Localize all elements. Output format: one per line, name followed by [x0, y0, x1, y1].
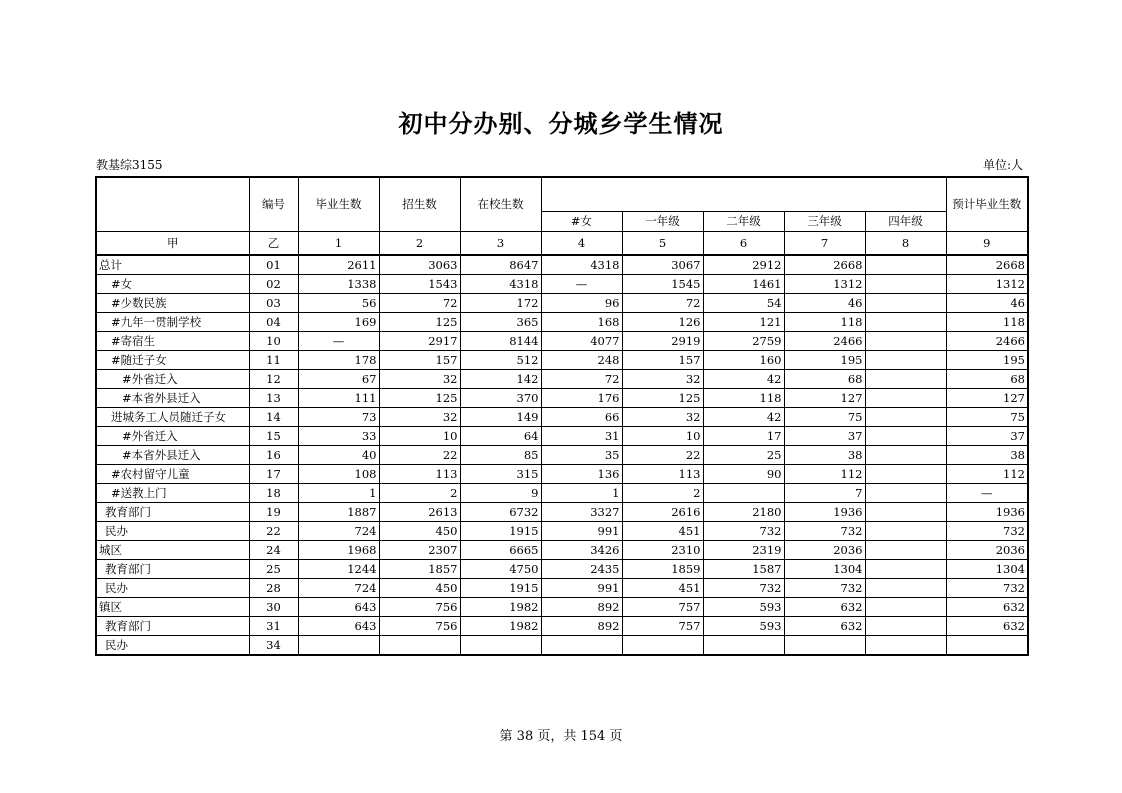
value-cell: 125: [379, 389, 460, 408]
value-cell: 1543: [379, 275, 460, 294]
value-cell: 632: [784, 617, 865, 636]
value-cell: 732: [784, 579, 865, 598]
value-cell: 593: [703, 598, 784, 617]
value-cell: —: [298, 332, 379, 351]
table-row: [96, 294, 1028, 313]
value-cell: 1: [298, 484, 379, 503]
value-cell: 157: [379, 351, 460, 370]
value-cell: 149: [460, 408, 541, 427]
value-cell: 136: [541, 465, 622, 484]
value-cell: 6665: [460, 541, 541, 560]
table-row: [96, 560, 1028, 579]
value-cell: 6732: [460, 503, 541, 522]
value-cell: 643: [298, 617, 379, 636]
value-cell: 365: [460, 313, 541, 332]
row-label: #女: [96, 275, 249, 294]
value-cell: [865, 294, 946, 313]
value-cell: 2435: [541, 560, 622, 579]
value-cell: [865, 484, 946, 503]
value-cell: 724: [298, 522, 379, 541]
value-cell: 1338: [298, 275, 379, 294]
value-cell: 2180: [703, 503, 784, 522]
value-cell: 172: [460, 294, 541, 313]
value-cell: [298, 636, 379, 656]
table-row: [96, 541, 1028, 560]
value-cell: 732: [946, 522, 1028, 541]
value-cell: 126: [622, 313, 703, 332]
value-cell: 1936: [784, 503, 865, 522]
row-label: 进城务工人员随迁子女: [96, 408, 249, 427]
value-cell: 32: [622, 408, 703, 427]
value-cell: 90: [703, 465, 784, 484]
value-cell: 1915: [460, 579, 541, 598]
value-cell: 85: [460, 446, 541, 465]
row-code: 03: [249, 294, 298, 313]
row-code: 01: [249, 255, 298, 275]
value-cell: 46: [784, 294, 865, 313]
value-cell: 22: [379, 446, 460, 465]
value-cell: 40: [298, 446, 379, 465]
index-cell: 3: [460, 231, 541, 255]
value-cell: 451: [622, 579, 703, 598]
value-cell: [865, 389, 946, 408]
row-label: #农村留守儿童: [96, 465, 249, 484]
value-cell: 113: [622, 465, 703, 484]
table-row: [96, 332, 1028, 351]
value-cell: [946, 636, 1028, 656]
header-grade-group: [541, 177, 946, 211]
row-code: 31: [249, 617, 298, 636]
value-cell: 178: [298, 351, 379, 370]
value-cell: 732: [703, 579, 784, 598]
row-code: 16: [249, 446, 298, 465]
value-cell: 2917: [379, 332, 460, 351]
value-cell: 991: [541, 522, 622, 541]
value-cell: 3426: [541, 541, 622, 560]
value-cell: 121: [703, 313, 784, 332]
row-label: 教育部门: [96, 617, 249, 636]
header-female: #女: [541, 211, 622, 231]
value-cell: [379, 636, 460, 656]
index-cell: 4: [541, 231, 622, 255]
value-cell: 2466: [784, 332, 865, 351]
index-cell: 甲: [96, 231, 249, 255]
value-cell: 2036: [784, 541, 865, 560]
value-cell: 75: [784, 408, 865, 427]
value-cell: 991: [541, 579, 622, 598]
value-cell: 8144: [460, 332, 541, 351]
row-label: #本省外县迁入: [96, 389, 249, 408]
value-cell: [865, 313, 946, 332]
value-cell: 1982: [460, 598, 541, 617]
table-row: [96, 275, 1028, 294]
value-cell: 450: [379, 522, 460, 541]
value-cell: 2613: [379, 503, 460, 522]
table-row: [96, 522, 1028, 541]
value-cell: 67: [298, 370, 379, 389]
value-cell: [865, 275, 946, 294]
value-cell: 315: [460, 465, 541, 484]
value-cell: 2310: [622, 541, 703, 560]
row-label: #少数民族: [96, 294, 249, 313]
value-cell: 2036: [946, 541, 1028, 560]
value-cell: 3327: [541, 503, 622, 522]
value-cell: 4318: [541, 255, 622, 275]
index-cell: 2: [379, 231, 460, 255]
header-graduates: 毕业生数: [298, 177, 379, 231]
value-cell: 1312: [784, 275, 865, 294]
value-cell: [622, 636, 703, 656]
value-cell: [703, 636, 784, 656]
row-code: 34: [249, 636, 298, 656]
table-row: [96, 503, 1028, 522]
value-cell: 32: [622, 370, 703, 389]
value-cell: 118: [946, 313, 1028, 332]
header-code: 编号: [249, 177, 298, 231]
value-cell: [784, 636, 865, 656]
header-grade1: 一年级: [622, 211, 703, 231]
value-cell: 757: [622, 598, 703, 617]
value-cell: 118: [784, 313, 865, 332]
row-label: 总计: [96, 255, 249, 275]
header-grade2: 二年级: [703, 211, 784, 231]
value-cell: 1545: [622, 275, 703, 294]
value-cell: 2466: [946, 332, 1028, 351]
value-cell: 4077: [541, 332, 622, 351]
value-cell: 2: [379, 484, 460, 503]
value-cell: 732: [703, 522, 784, 541]
row-label: #本省外县迁入: [96, 446, 249, 465]
value-cell: 512: [460, 351, 541, 370]
row-code: 12: [249, 370, 298, 389]
value-cell: 66: [541, 408, 622, 427]
value-cell: 176: [541, 389, 622, 408]
header-enrolled: 招生数: [379, 177, 460, 231]
value-cell: 370: [460, 389, 541, 408]
value-cell: [865, 617, 946, 636]
value-cell: 10: [379, 427, 460, 446]
value-cell: 248: [541, 351, 622, 370]
index-cell: 8: [865, 231, 946, 255]
value-cell: 756: [379, 598, 460, 617]
row-label: #送教上门: [96, 484, 249, 503]
value-cell: 73: [298, 408, 379, 427]
value-cell: [865, 370, 946, 389]
header-blank: [96, 177, 249, 231]
value-cell: [865, 427, 946, 446]
value-cell: 1244: [298, 560, 379, 579]
index-cell: 9: [946, 231, 1028, 255]
value-cell: 72: [622, 294, 703, 313]
value-cell: 1312: [946, 275, 1028, 294]
table-row: [96, 313, 1028, 332]
value-cell: 1587: [703, 560, 784, 579]
row-code: 10: [249, 332, 298, 351]
value-cell: 72: [379, 294, 460, 313]
table-row: [96, 465, 1028, 484]
value-cell: 160: [703, 351, 784, 370]
row-label: 镇区: [96, 598, 249, 617]
value-cell: 127: [946, 389, 1028, 408]
header-grade3: 三年级: [784, 211, 865, 231]
value-cell: 1859: [622, 560, 703, 579]
value-cell: 1857: [379, 560, 460, 579]
row-code: 04: [249, 313, 298, 332]
value-cell: [865, 579, 946, 598]
row-code: 18: [249, 484, 298, 503]
row-label: 民办: [96, 522, 249, 541]
row-label: 教育部门: [96, 560, 249, 579]
value-cell: 2611: [298, 255, 379, 275]
value-cell: —: [541, 275, 622, 294]
value-cell: 118: [703, 389, 784, 408]
value-cell: 1304: [784, 560, 865, 579]
value-cell: [865, 255, 946, 275]
value-cell: 732: [784, 522, 865, 541]
value-cell: [865, 408, 946, 427]
value-cell: [865, 446, 946, 465]
value-cell: 68: [946, 370, 1028, 389]
value-cell: [865, 560, 946, 579]
value-cell: 9: [460, 484, 541, 503]
table-row: [96, 255, 1028, 275]
value-cell: 157: [622, 351, 703, 370]
row-label: #外省迁入: [96, 370, 249, 389]
table-body: [96, 255, 1028, 655]
value-cell: 37: [784, 427, 865, 446]
value-cell: 68: [784, 370, 865, 389]
unit-label: 单位:人: [982, 158, 1023, 172]
value-cell: 1968: [298, 541, 379, 560]
table-row: [96, 427, 1028, 446]
row-code: 19: [249, 503, 298, 522]
form-code: 教基综3155: [96, 158, 163, 172]
row-label: 民办: [96, 636, 249, 656]
value-cell: 127: [784, 389, 865, 408]
value-cell: 450: [379, 579, 460, 598]
row-code: 24: [249, 541, 298, 560]
index-cell: 5: [622, 231, 703, 255]
value-cell: 112: [946, 465, 1028, 484]
value-cell: 17: [703, 427, 784, 446]
table-row: [96, 484, 1028, 503]
value-cell: 4750: [460, 560, 541, 579]
row-code: 13: [249, 389, 298, 408]
value-cell: 756: [379, 617, 460, 636]
value-cell: 142: [460, 370, 541, 389]
table-row: [96, 598, 1028, 617]
value-cell: 75: [946, 408, 1028, 427]
value-cell: 108: [298, 465, 379, 484]
row-code: 17: [249, 465, 298, 484]
value-cell: 42: [703, 408, 784, 427]
value-cell: 64: [460, 427, 541, 446]
value-cell: 169: [298, 313, 379, 332]
value-cell: 32: [379, 370, 460, 389]
value-cell: 32: [379, 408, 460, 427]
row-code: 22: [249, 522, 298, 541]
value-cell: 1915: [460, 522, 541, 541]
value-cell: 168: [541, 313, 622, 332]
value-cell: 451: [622, 522, 703, 541]
index-cell: 6: [703, 231, 784, 255]
value-cell: 54: [703, 294, 784, 313]
value-cell: 42: [703, 370, 784, 389]
table-row: [96, 636, 1028, 656]
value-cell: [541, 636, 622, 656]
table-row: [96, 389, 1028, 408]
value-cell: [865, 598, 946, 617]
row-code: 02: [249, 275, 298, 294]
value-cell: 125: [622, 389, 703, 408]
value-cell: 632: [784, 598, 865, 617]
value-cell: 56: [298, 294, 379, 313]
value-cell: 8647: [460, 255, 541, 275]
table-row: [96, 579, 1028, 598]
value-cell: [865, 636, 946, 656]
row-code: 28: [249, 579, 298, 598]
page-footer: 第 38 页，共 154 页: [499, 729, 623, 744]
value-cell: 593: [703, 617, 784, 636]
value-cell: 632: [946, 598, 1028, 617]
value-cell: 195: [784, 351, 865, 370]
statistics-table: [95, 176, 1029, 656]
value-cell: 892: [541, 617, 622, 636]
index-cell: 7: [784, 231, 865, 255]
header-grade4: 四年级: [865, 211, 946, 231]
value-cell: [865, 503, 946, 522]
row-code: 14: [249, 408, 298, 427]
value-cell: 2307: [379, 541, 460, 560]
value-cell: 724: [298, 579, 379, 598]
value-cell: [703, 484, 784, 503]
value-cell: 4318: [460, 275, 541, 294]
row-label: 城区: [96, 541, 249, 560]
value-cell: 1: [541, 484, 622, 503]
index-cell: 1: [298, 231, 379, 255]
value-cell: [865, 332, 946, 351]
row-code: 15: [249, 427, 298, 446]
value-cell: 38: [784, 446, 865, 465]
value-cell: 112: [784, 465, 865, 484]
value-cell: [865, 522, 946, 541]
value-cell: [460, 636, 541, 656]
table-row: [96, 408, 1028, 427]
value-cell: 1887: [298, 503, 379, 522]
value-cell: 2912: [703, 255, 784, 275]
value-cell: 757: [622, 617, 703, 636]
table-row: [96, 351, 1028, 370]
row-label: 教育部门: [96, 503, 249, 522]
value-cell: 195: [946, 351, 1028, 370]
index-cell: 乙: [249, 231, 298, 255]
value-cell: 33: [298, 427, 379, 446]
value-cell: 2616: [622, 503, 703, 522]
value-cell: [865, 541, 946, 560]
value-cell: 892: [541, 598, 622, 617]
value-cell: 643: [298, 598, 379, 617]
index-row: [96, 231, 1028, 255]
value-cell: 1304: [946, 560, 1028, 579]
value-cell: 113: [379, 465, 460, 484]
value-cell: 31: [541, 427, 622, 446]
value-cell: 35: [541, 446, 622, 465]
value-cell: 3063: [379, 255, 460, 275]
value-cell: 37: [946, 427, 1028, 446]
value-cell: [865, 465, 946, 484]
value-cell: 1982: [460, 617, 541, 636]
value-cell: 2668: [946, 255, 1028, 275]
row-label: #九年一贯制学校: [96, 313, 249, 332]
value-cell: 732: [946, 579, 1028, 598]
value-cell: 2: [622, 484, 703, 503]
value-cell: 111: [298, 389, 379, 408]
value-cell: 38: [946, 446, 1028, 465]
page-title: 初中分办别、分城乡学生情况: [398, 110, 724, 138]
table-row: [96, 446, 1028, 465]
row-code: 30: [249, 598, 298, 617]
value-cell: 2759: [703, 332, 784, 351]
table-row: [96, 370, 1028, 389]
value-cell: 10: [622, 427, 703, 446]
value-cell: 7: [784, 484, 865, 503]
row-label: #外省迁入: [96, 427, 249, 446]
value-cell: 2668: [784, 255, 865, 275]
value-cell: 2319: [703, 541, 784, 560]
value-cell: 3067: [622, 255, 703, 275]
value-cell: 2919: [622, 332, 703, 351]
value-cell: 96: [541, 294, 622, 313]
value-cell: 1461: [703, 275, 784, 294]
value-cell: 25: [703, 446, 784, 465]
header-expected: 预计毕业生数: [946, 177, 1028, 231]
value-cell: 72: [541, 370, 622, 389]
value-cell: [865, 351, 946, 370]
value-cell: 46: [946, 294, 1028, 313]
row-label: #随迁子女: [96, 351, 249, 370]
row-label: #寄宿生: [96, 332, 249, 351]
value-cell: 632: [946, 617, 1028, 636]
row-code: 11: [249, 351, 298, 370]
value-cell: —: [946, 484, 1028, 503]
row-code: 25: [249, 560, 298, 579]
value-cell: 1936: [946, 503, 1028, 522]
table-row: [96, 617, 1028, 636]
value-cell: 22: [622, 446, 703, 465]
value-cell: 125: [379, 313, 460, 332]
header-in-school: 在校生数: [460, 177, 541, 231]
row-label: 民办: [96, 579, 249, 598]
